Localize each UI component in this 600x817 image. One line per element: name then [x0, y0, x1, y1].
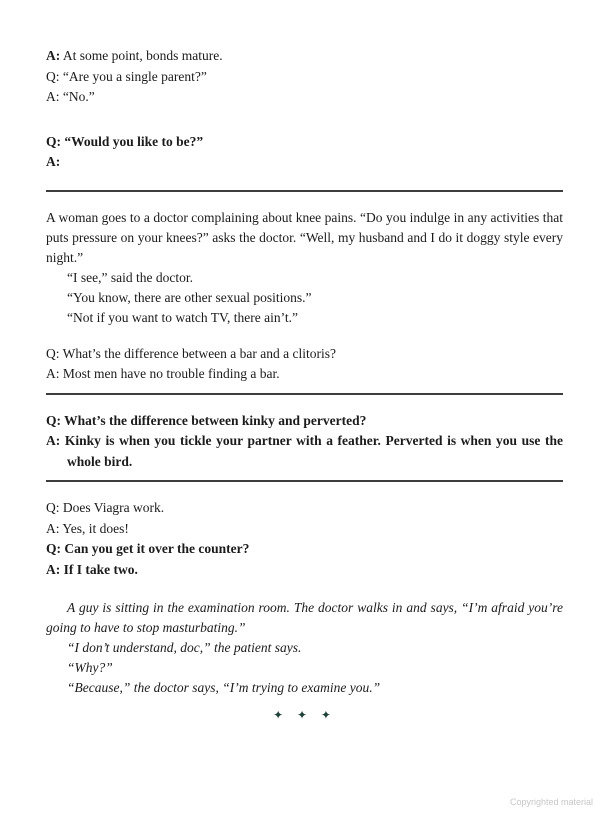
dialogue-line: “Because,” the doctor says, “I’m trying to examine you.”: [67, 680, 381, 695]
dialogue-line: “Why?”: [67, 660, 113, 675]
qa-block-kinky: [46, 411, 563, 473]
qa-block-viagra: [46, 498, 563, 580]
qa-line-question: Q: What’s the difference between kinky and perverted?: [46, 412, 367, 428]
knee-joke-block: [46, 208, 563, 328]
dialogue-line: “I don’t understand, doc,” the patient says.: [67, 640, 302, 655]
qa-block-would-you-like: [46, 132, 563, 173]
qa-line-answer-bold: A: If I take two.: [46, 561, 138, 577]
section-divider: [46, 393, 563, 395]
qa-block-bonds: [46, 46, 563, 108]
answer-text: At some point, bonds mature.: [62, 48, 223, 63]
qa-line-answer-no: A: “No.”: [46, 89, 95, 104]
exam-joke-block: [46, 598, 563, 698]
qa-line-question-bold: Q: Can you get it over the counter?: [46, 541, 250, 556]
copyright-watermark: Copyrighted material: [509, 797, 593, 807]
page-content: [46, 0, 563, 722]
qa-line-question-single-parent: Q: “Are you a single parent?”: [46, 68, 207, 84]
story-paragraph: A woman goes to a doctor complaining about knee pains. “Do you indulge in any activities that puts pressure on your knees?” asks the doctor. “Well, my husband and I do it doggy style every night.”: [46, 209, 563, 265]
qa-line-answer-blank: A:: [46, 154, 61, 169]
qa-line-answer: A: Most men have no trouble finding a bar.: [46, 366, 280, 381]
qa-line-answer: A: Kinky is when you tickle your partner with a feather. Perverted is when you use the whole bird.: [46, 433, 563, 469]
section-end-ornament-icon: ✦ ✦ ✦: [273, 708, 336, 722]
dialogue-line: “You know, there are other sexual positions.”: [67, 289, 312, 305]
qa-line-question: Q: What’s the difference between a bar and a clitoris?: [46, 345, 336, 361]
dialogue-line: “Not if you want to watch TV, there ain’t.”: [67, 309, 298, 325]
story-paragraph: A guy is sitting in the examination room. The doctor walks in and says, “I’m afraid you’re going to have to stop masturbating.”: [46, 600, 563, 635]
qa-line-question: Q: Does Viagra work.: [46, 500, 165, 515]
section-divider: [46, 190, 563, 192]
answer-prefix: A:: [46, 48, 61, 63]
section-divider: [46, 480, 563, 482]
dialogue-line: “I see,” said the doctor.: [67, 269, 193, 285]
qa-block-bar: [46, 344, 563, 385]
qa-line-question-bold: Q: “Would you like to be?”: [46, 133, 204, 149]
qa-line-answer: A: Yes, it does!: [46, 520, 129, 536]
qa-line-answer-bonds: [46, 46, 563, 67]
